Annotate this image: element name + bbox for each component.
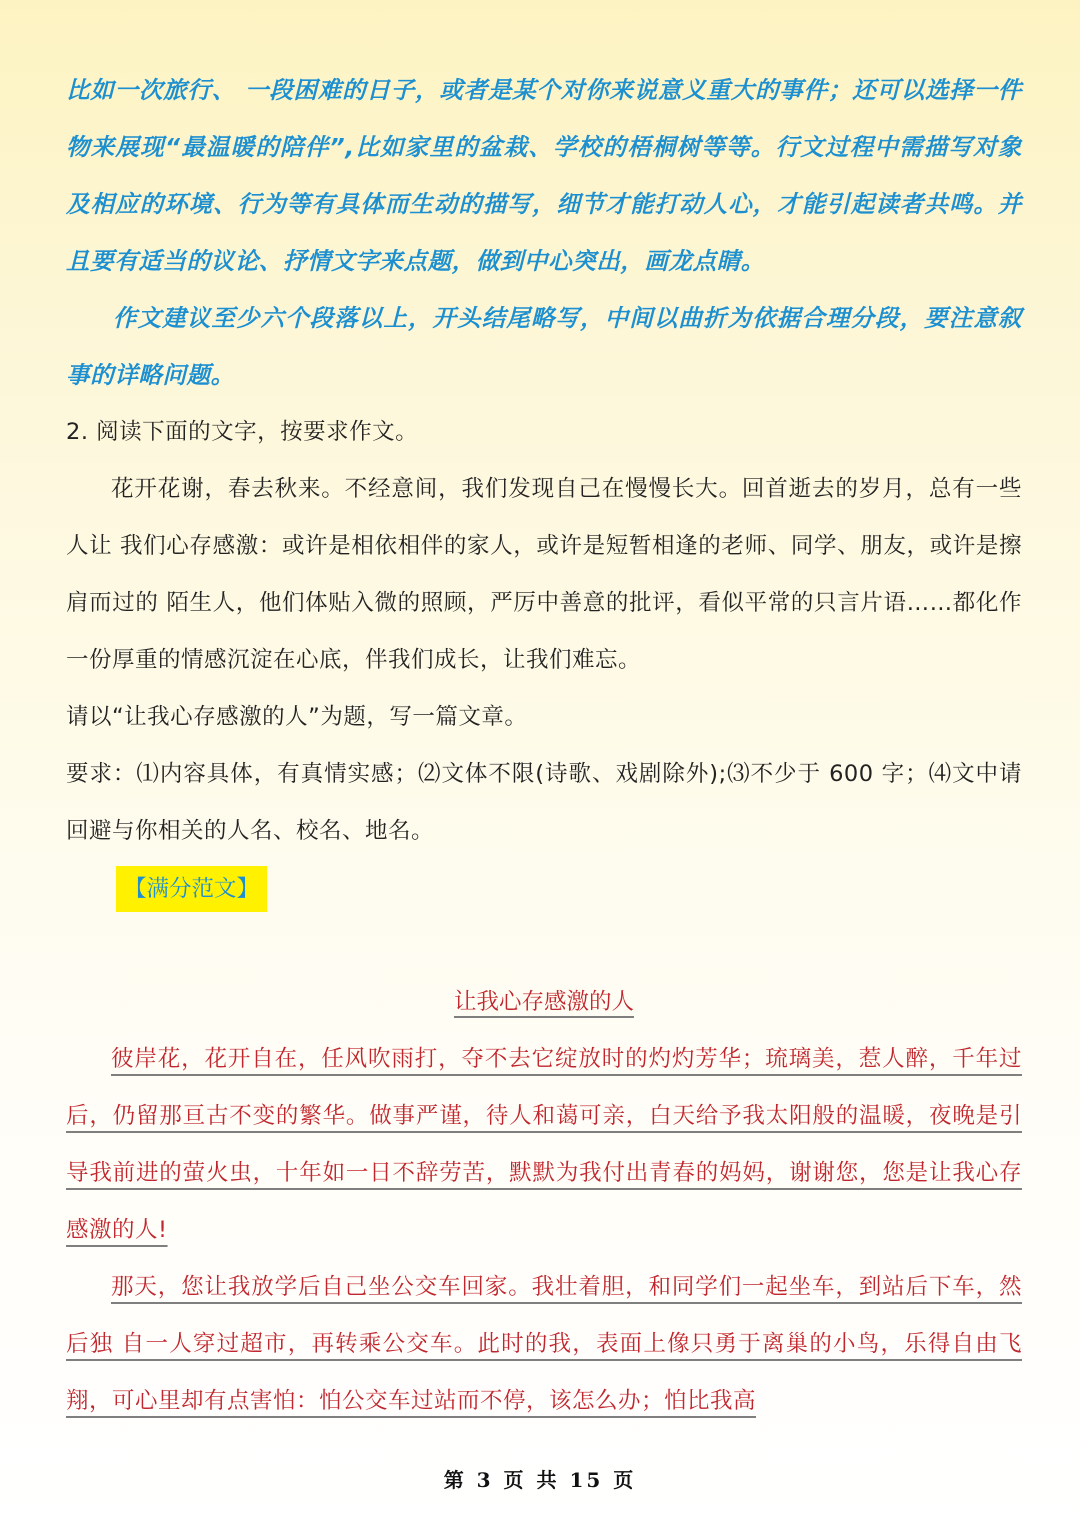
question-prompt: 花开花谢，春去秋来。不经意间，我们发现自己在慢慢长大。回首逝去的岁月，总有一些人让 我们心存感激：或许是相依相伴的家人，或许是短暂相逢的老师、同学、朋友，或许是擦肩而过的 陌生人，他们体贴入微的照顾，严厉中善意的批评，看似平常的只言片语……都化作一份厚重的情感沉淀在心底，伴我们成长，让我们难忘。 <box>66 476 1022 673</box>
document-page <box>66 62 1022 1430</box>
model-essay-label-row <box>66 860 1022 917</box>
model-essay-label: 【满分范文】 <box>116 866 267 912</box>
requirements: 要求：⑴内容具体，有真情实感；⑵文体不限(诗歌、戏剧除外);⑶不少于 600 字；⑷文中请回避与你相关的人名、校名、地名。 <box>66 761 1022 844</box>
guidance-paragraph: 作文建议至少六个段落以上，开头结尾略写，中间以曲折为依据合理分段，要注意叙事的详略问题。 <box>66 304 1022 389</box>
essay-paragraph: 彼岸花，花开自在，任风吹雨打，夺不去它绽放时的灼灼芳华；琉璃美，惹人醉，千年过后，仍留那亘古不变的繁华。做事严谨，待人和蔼可亲，白天给予我太阳般的温暖，夜晚是引导我前进的萤火虫，十年如一日不辞劳苦，默默为我付出青春的妈妈，谢谢您，您是让我心存感激的人! <box>66 1046 1022 1243</box>
essay-title: 让我心存感激的人 <box>453 989 634 1015</box>
writing-guidance <box>66 62 1022 404</box>
essay-paragraph: 那天，您让我放学后自己坐公交车回家。我壮着胆，和同学们一起坐车，到站后下车，然后独 自一人穿过超市，再转乘公交车。此时的我，表面上像只勇于离巢的小鸟，乐得自由飞翔，可心里却有点害怕：怕公交车过站而不停，该怎么办；怕比我高 <box>66 1274 1022 1414</box>
essay-title-row <box>66 974 1022 1031</box>
model-essay-body <box>66 1031 1022 1430</box>
question-heading: 2. 阅读下面的文字，按要求作文。 <box>66 419 419 445</box>
essay-question <box>66 404 1022 860</box>
page-number: 第 3 页 共 15 页 <box>443 1468 637 1492</box>
title-instruction: 请以“让我心存感激的人”为题，写一篇文章。 <box>66 704 528 730</box>
guidance-paragraph: 比如一次旅行、 一段困难的日子，或者是某个对你来说意义重大的事件；还可以选择一件物来展现“最温暖的陪伴”,比如家里的盆栽、学校的梧桐树等等。行文过程中需描写对象及相应的环境、行为等有具体而生动的描写，细节才能打动人心，才能引起读者共鸣。并且要有适当的议论、抒情文字来点题，做到中心突出，画龙点睛。 <box>66 76 1022 275</box>
